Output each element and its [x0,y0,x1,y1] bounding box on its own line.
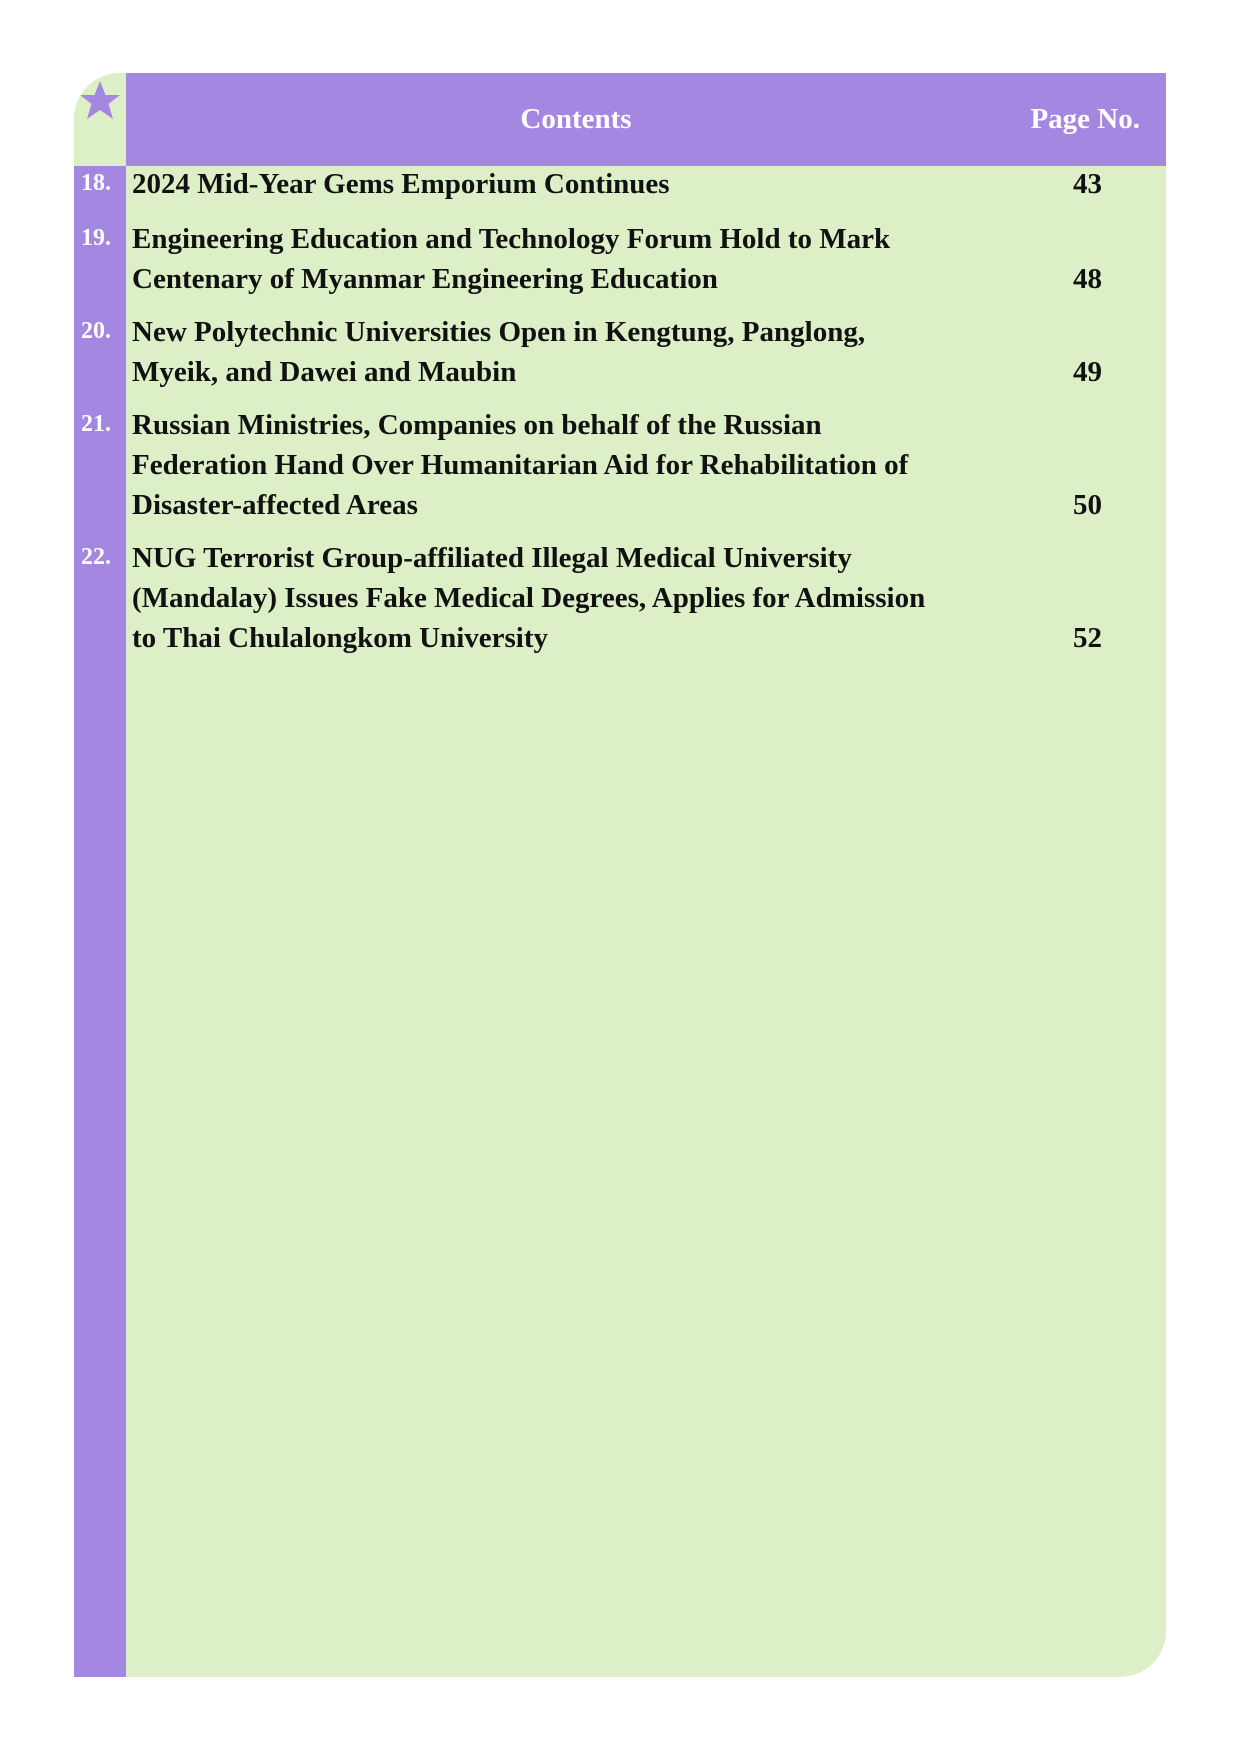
entry-number: 21. [81,411,111,437]
entry-title [132,538,1002,658]
entry-page-number: 48 [1073,263,1102,295]
entry-number: 20. [81,318,111,344]
page-number-heading: Page No. [1030,103,1140,135]
contents-panel [74,73,1166,1677]
entry-number: 22. [81,544,111,570]
entry-title-line: Centenary of Myanmar Engineering Education [132,263,718,295]
entry-title-line: 2024 Mid-Year Gems Emporium Continues [132,168,670,200]
entry-title-line: to Thai Chulalongkom University [132,622,549,654]
number-column-bar [74,166,126,1677]
entry-title [132,164,1002,204]
entry-page-number: 43 [1073,168,1102,200]
entry-number: 18. [81,170,111,196]
entry-page-number: 50 [1073,489,1102,521]
page-title: Contents [520,103,632,135]
entry-title-line: NUG Terrorist Group-affiliated Illegal Medical University [132,542,852,574]
entry-title [132,219,1002,299]
entry-title [132,312,1002,392]
entry-title-line: Myeik, and Dawei and Maubin [132,356,517,388]
star-icon [78,79,122,123]
entry-title-line: (Mandalay) Issues Fake Medical Degrees, Applies for Admission [132,582,926,614]
entry-title [132,405,1002,525]
star-corner [74,73,126,166]
entry-title-line: New Polytechnic Universities Open in Kengtung, Panglong, [132,316,866,348]
entry-title-line: Engineering Education and Technology Forum Hold to Mark [132,223,891,255]
entry-number: 19. [81,225,111,251]
entry-page-number: 49 [1073,356,1102,388]
entry-title-line: Disaster-affected Areas [132,489,418,521]
entry-page-number: 52 [1073,622,1102,654]
entry-title-line: Russian Ministries, Companies on behalf of the Russian [132,409,822,441]
entry-title-line: Federation Hand Over Humanitarian Aid for Rehabilitation of [132,449,909,481]
